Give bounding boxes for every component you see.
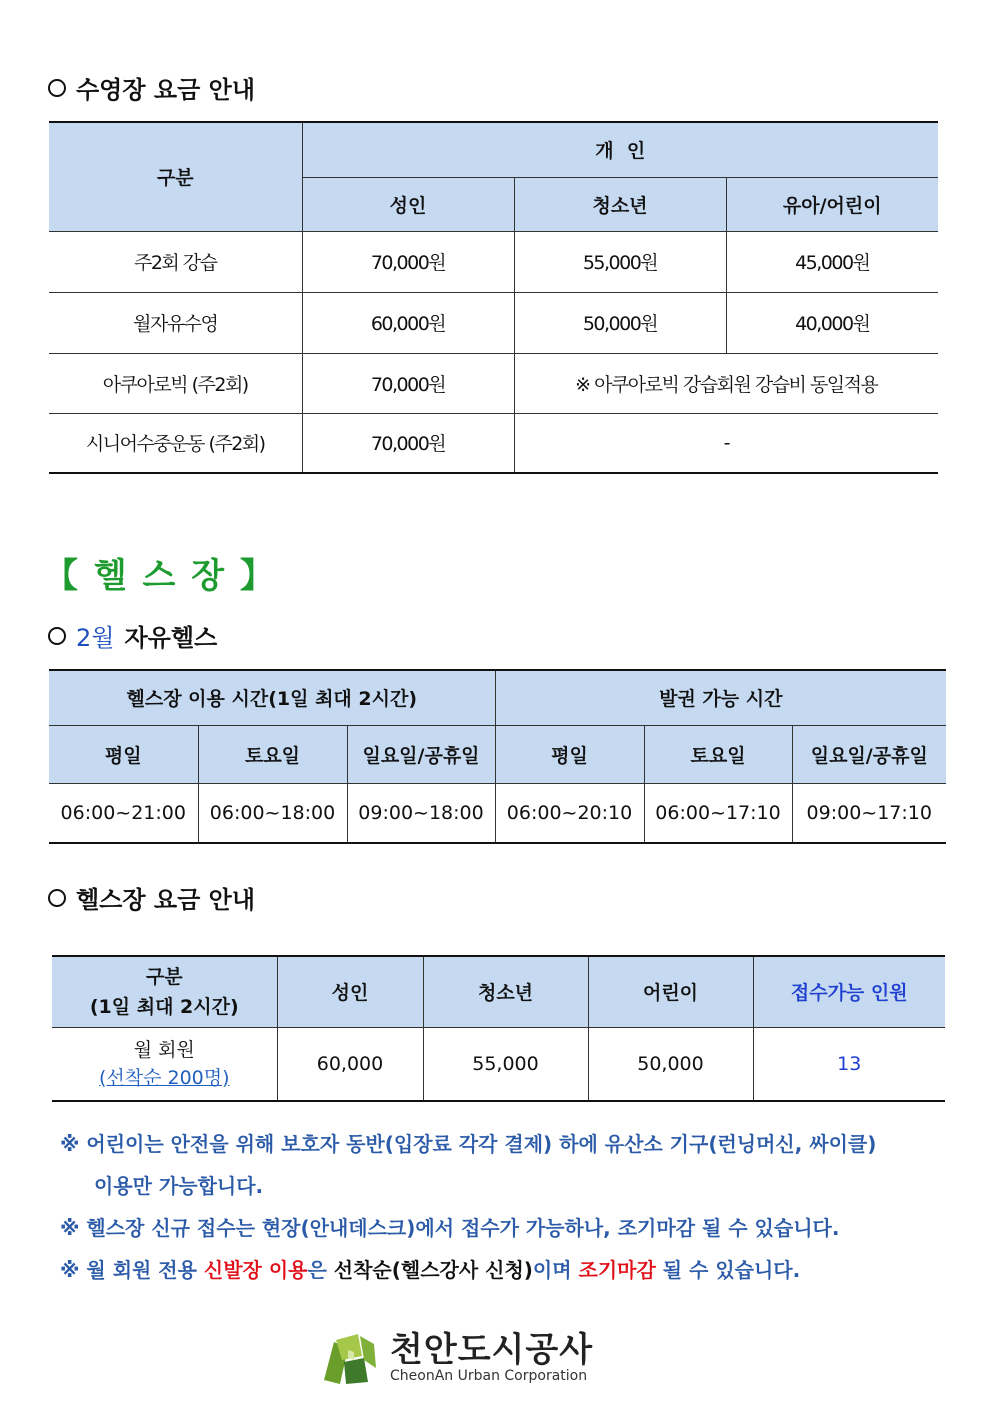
header-weekday: 평일 [495, 725, 644, 783]
gym-section-title: 【 헬 스 장 】 [44, 556, 276, 596]
free-gym-month: 2월 [76, 624, 115, 652]
time-cell: 06:00~20:10 [495, 783, 644, 843]
circle-bullet-icon [48, 889, 66, 907]
header-saturday: 토요일 [198, 725, 347, 783]
time-cell: 06:00~21:00 [49, 783, 198, 843]
table-row [52, 1027, 945, 1101]
free-gym-heading [48, 618, 217, 653]
header-capacity: 접수가능 인원 [753, 956, 945, 1027]
time-cell: 09:00~18:00 [347, 783, 495, 843]
row-note: - [514, 413, 938, 473]
row-note: ※ 아쿠아로빅 강습회원 강습비 동일적용 [514, 353, 938, 413]
header-individual: 개 인 [302, 122, 938, 177]
header-youth: 청소년 [423, 956, 588, 1027]
note-registration: ※ 헬스장 신규 접수는 현장(안내데스크)에서 접수가 가능하나, 조기마감 될 수 있습니다. [60, 1216, 840, 1240]
corporation-logo [318, 1330, 593, 1386]
adult-fee: 70,000원 [302, 231, 514, 292]
header-saturday: 토요일 [644, 725, 792, 783]
header-sunday-holiday: 일요일/공휴일 [792, 725, 946, 783]
gym-fee-table [52, 955, 945, 1102]
capacity-value: 13 [753, 1027, 945, 1101]
table-row [49, 292, 938, 353]
row-label: 월 회원 (선착순 200명) [52, 1027, 277, 1101]
first-come-note-link[interactable]: (선착순 200명) [98, 1066, 230, 1089]
note-locker: ※ 월 회원 전용 신발장 이용은 선착순(헬스강사 신청)이며 조기마감 될 수 있습니다. [60, 1258, 801, 1282]
circle-bullet-icon [48, 627, 66, 645]
table-row [49, 783, 946, 843]
note-child-safety-cont: 이용만 가능합니다. [94, 1174, 264, 1198]
adult-fee: 70,000원 [302, 413, 514, 473]
youth-fee: 55,000 [423, 1027, 588, 1101]
pool-fee-table [49, 121, 938, 474]
time-cell: 06:00~18:00 [198, 783, 347, 843]
time-cell: 09:00~17:10 [792, 783, 946, 843]
note-child-safety: ※ 어린이는 안전을 위해 보호자 동반(입장료 각각 결제) 하에 유산소 기구(런닝머신, 싸이클) [60, 1132, 877, 1156]
header-child: 유아/어린이 [726, 177, 938, 231]
pool-fee-heading: 수영장 요금 안내 [48, 70, 255, 105]
child-fee: 40,000원 [726, 292, 938, 353]
row-label: 아쿠아로빅 (주2회) [49, 353, 302, 413]
adult-fee: 70,000원 [302, 353, 514, 413]
gym-notes [60, 1123, 876, 1291]
header-category: 구분 (1일 최대 2시간) [52, 956, 277, 1027]
child-fee: 45,000원 [726, 231, 938, 292]
header-youth: 청소년 [514, 177, 726, 231]
child-fee: 50,000 [588, 1027, 753, 1101]
row-label: 시니어수중운동 (주2회) [49, 413, 302, 473]
circle-bullet-icon [48, 79, 66, 97]
header-sunday-holiday: 일요일/공휴일 [347, 725, 495, 783]
gym-hours-table [49, 669, 946, 844]
free-gym-label: 자유헬스 [124, 624, 218, 652]
logo-subtitle: CheonAn Urban Corporation [390, 1368, 588, 1384]
header-child: 어린이 [588, 956, 753, 1027]
table-row [49, 231, 938, 292]
row-label: 월자유수영 [49, 292, 302, 353]
row-label: 주2회 강습 [49, 231, 302, 292]
header-adult: 성인 [277, 956, 423, 1027]
time-cell: 06:00~17:10 [644, 783, 792, 843]
adult-fee: 60,000원 [302, 292, 514, 353]
youth-fee: 55,000원 [514, 231, 726, 292]
gym-fee-heading: 헬스장 요금 안내 [48, 880, 255, 915]
youth-fee: 50,000원 [514, 292, 726, 353]
header-use-hours: 헬스장 이용 시간(1일 최대 2시간) [49, 670, 495, 725]
header-adult: 성인 [302, 177, 514, 231]
building-emblem-icon [318, 1330, 384, 1386]
table-row [49, 353, 938, 413]
header-ticket-hours: 발권 가능 시간 [495, 670, 946, 725]
logo-name: 천안도시공사 [390, 1330, 594, 1370]
adult-fee: 60,000 [277, 1027, 423, 1101]
table-row [49, 413, 938, 473]
header-weekday: 평일 [49, 725, 198, 783]
header-category: 구분 [49, 122, 302, 231]
